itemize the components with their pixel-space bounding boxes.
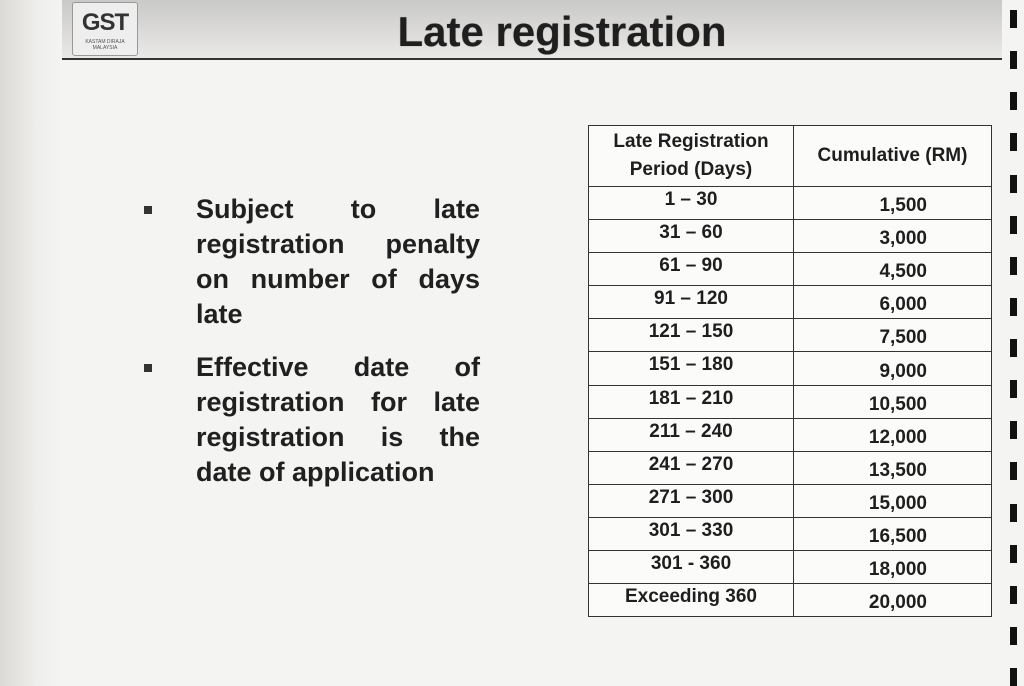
amount-cell: 7,500: [794, 319, 992, 352]
logo-subtext: KASTAM DIRAJA MALAYSIA: [85, 39, 125, 51]
page-title: Late registration: [397, 8, 727, 55]
page-edge-shadow: [0, 0, 62, 686]
period-cell: 241 – 270: [589, 451, 794, 484]
table-row: [589, 220, 992, 253]
table-row: [589, 418, 992, 451]
amount-cell: 13,500: [794, 451, 992, 484]
period-cell: 271 – 300: [589, 484, 794, 517]
bullet-text: Effective date of registration for late registration is the date of application: [196, 352, 480, 487]
amount-cell: 9,000: [794, 352, 992, 385]
amount-cell: 6,000: [794, 286, 992, 319]
period-cell: 211 – 240: [589, 418, 794, 451]
period-cell: 301 - 360: [589, 551, 794, 584]
table-row: [589, 253, 992, 286]
logo-text: GST: [81, 9, 129, 36]
bullet-list: [140, 192, 480, 508]
table-row: [589, 286, 992, 319]
period-cell: 121 – 150: [589, 319, 794, 352]
period-cell: 1 – 30: [589, 187, 794, 220]
period-cell: 181 – 210: [589, 385, 794, 418]
table-row: [589, 551, 992, 584]
amount-cell: 20,000: [794, 584, 992, 617]
title-divider: [62, 58, 1002, 60]
bullet-marker-icon: [144, 206, 152, 214]
amount-cell: 1,500: [794, 187, 992, 220]
bullet-item: [140, 350, 480, 490]
header-cumulative: Cumulative (RM): [794, 126, 992, 187]
period-cell: 61 – 90: [589, 253, 794, 286]
table-header-row: [589, 126, 992, 187]
table-row: [589, 352, 992, 385]
table-row: [589, 187, 992, 220]
period-cell: 91 – 120: [589, 286, 794, 319]
amount-cell: 16,500: [794, 517, 992, 550]
table-row: [589, 517, 992, 550]
amount-cell: 12,000: [794, 418, 992, 451]
table-row: [589, 385, 992, 418]
period-cell: 151 – 180: [589, 352, 794, 385]
table-row: [589, 319, 992, 352]
period-cell: 31 – 60: [589, 220, 794, 253]
table-row: [589, 584, 992, 617]
amount-cell: 15,000: [794, 484, 992, 517]
penalty-table: [588, 125, 992, 617]
bullet-item: [140, 192, 480, 332]
binding-holes: [1010, 10, 1018, 686]
period-cell: 301 – 330: [589, 517, 794, 550]
table-row: [589, 451, 992, 484]
amount-cell: 10,500: [794, 385, 992, 418]
period-cell: Exceeding 360: [589, 584, 794, 617]
header-period: Late Registration Period (Days): [589, 126, 794, 187]
amount-cell: 3,000: [794, 220, 992, 253]
table-row: [589, 484, 992, 517]
amount-cell: 18,000: [794, 551, 992, 584]
amount-cell: 4,500: [794, 253, 992, 286]
bullet-text: Subject to late registration penalty on number of days late: [196, 194, 480, 329]
bullet-marker-icon: [144, 364, 152, 372]
